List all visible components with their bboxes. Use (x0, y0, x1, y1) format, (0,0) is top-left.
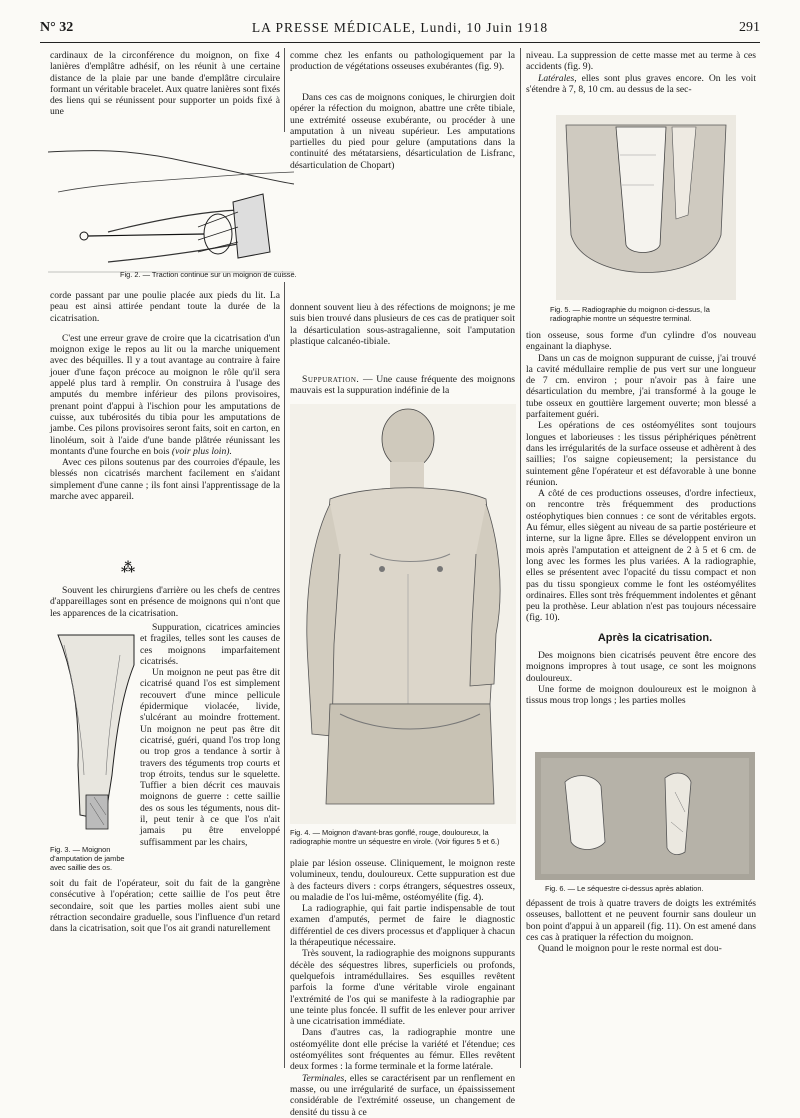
paragraph: Un moignon ne peut pas être dit cicatrisé quand l'os est simplement recouvert d'une mince pellicule épidermique violacée, livide, s'ulcérant au moindre frottement. Un moignon ne peut pas être dit cicatrisé, guéri, quand l'os trop long ou trop gros a tendance à sortir à travers des téguments trop courts et trop étroits, tendus sur le squelette. Tuffier a bien décrit ces mauvais moignons de guerre : cette saillie des os sous les téguments, nous dit-il, peut tenir à ce que l'os n'ait jamais pu être enveloppé suffisamment par les chairs, (140, 667, 280, 848)
figure-4-caption: Fig. 4. — Moignon d'avant-bras gonflé, rouge, douloureux, la radiographie montre un séquestre en virole. (Voir figures 5 et 6.) (290, 828, 500, 846)
figure-3 (50, 625, 136, 840)
paragraph: Très souvent, la radiographie des moignons suppurants décèle des séquestres libres, superficiels ou profonds, quelquefois intramédullaires. Ses esquilles revêtent parfois la forme d'une véritable virole engainant l'extrémité de l'os qui se manifeste à la radiographie par une teinte plus foncée. Il suffit de les enlever pour arriver à une cicatrisation immédiate. (290, 948, 515, 1028)
figure-5 (556, 115, 736, 300)
paragraph: A côté de ces productions osseuses, d'ordre infectieux, on rencontre très fréquemment des productions ostéophytiques bien connues : ce sont de véritables ergots. Au fémur, elles siègent au niveau de sa partie postérieure et interne, sur la ligne âpre. Elles se développent environ un mois après l'amputation et atteignent de 2 à 5 et 6 cm. de long avec les formes les plus variées. A la radiographie, elles se présentent avec l'opacité du tissu compact et non pas du tissu spongieux comme le font les ostéomyélites ordinaires. Elles sont très fréquemment indolentes et gênant peu la prothèse. Leur ablation n'est pas toujours nécessaire (fig. 10). (526, 488, 756, 624)
paragraph (290, 374, 515, 397)
paragraph: cardinaux de la circonférence du moignon, on fixe 4 lanières d'emplâtre adhésif, on les réunit à une certaine distance de la plaie par une bande d'emplâtre circulaire formant un véritable bracelet. Aux quatre lanières sont fixés des liens qui se réunissent pour supporter un poids fixé à une (50, 50, 280, 118)
issue-number: N° 32 (40, 20, 74, 35)
journal-title (40, 20, 760, 36)
header-rule (40, 42, 760, 43)
paragraph: La radiographie, qui fait partie indispensable de tout examen d'amputés, permet de faire le diagnostic différentiel de ces divers processus et d'appliquer à chacun la thérapeutique nécessaire. (290, 903, 515, 949)
col1-bottom-text (50, 878, 280, 1068)
paragraph: Dans un cas de moignon suppurant de cuisse, j'ai trouvé la cavité médullaire remplie de pus vert sur une longueur de 7 cm. environ ; pour n'avoir pas à faire une désarticulation du membre, j'ai transformé à la gouge le tube osseux en gouttière largement ouverte; mon blessé a parfaitement guéri. (526, 352, 756, 421)
paragraph (526, 73, 756, 96)
col1-top-paragraph (50, 50, 280, 130)
col2-top-text (290, 50, 515, 92)
paragraph: donnent souvent lieu à des réfections de moignons; je me suis bien trouvé dans plusieurs de ces cas de pratiquer soit la désarticulation sous-astragalienne, soit l'amputation plastique calcanéo-tibiale. (290, 302, 515, 347)
figure-4 (290, 404, 516, 824)
col3-apres-text (526, 650, 756, 748)
paragraph (290, 1073, 515, 1118)
paragraph: Dans ces cas de moignons coniques, le chirurgien doit opérer la réfection du moignon, abattre une crête tibiale, une extrémité osseuse exubérante, ou procéder à une amputation à un niveau supérieur. Les amputations partielles du pied pour gelure (amputations dans la continuité des métatarsiens, désarticulation de Lisfranc, désarticulation de Chopart) (290, 92, 515, 171)
paragraph: Suppuration, cicatrices amincies et fragiles, telles sont les causes de ces moignons imparfaitement cicatrisés. (140, 622, 280, 667)
paragraph: Quand le moignon pour le reste normal est dou- (538, 943, 722, 955)
col1-wrap-text (140, 622, 280, 874)
paragraph: plaie par lésion osseuse. Cliniquement, le moignon reste volumineux, tendu, douloureux. Cette suppuration est due à des facteurs divers : corps étrangers, séquestres osseux, ou maladie de l'os lui-même, ostéomyélite (fig. 4). (290, 858, 515, 903)
paragraph (50, 333, 280, 457)
col3-bottom-text (526, 898, 756, 1072)
figure-2 (48, 132, 294, 282)
paragraph: tion osseuse, sous forme d'un cylindre d'os nouveau engainant la diaphyse. (526, 330, 756, 353)
paragraph: dépassent de trois à quatre travers de doigts les extrémités osseuses, ballottent et ne peuvent fournir sans douleur un bon point d'appui à un appareil (fig. 11). On est amené dans ces cas à pratiquer la réfection du moignon. (526, 898, 756, 943)
figure-6-caption: Fig. 6. — Le séquestre ci-dessus après ablation. (545, 884, 704, 893)
paragraph-reference: (voir plus loin). (171, 445, 232, 457)
paragraph: Une forme de moignon douloureux est le moignon à tissus mous trop longs ; les parties molles (526, 683, 756, 707)
paragraph: niveau. La suppression de cette masse met au terme à ces accidents (fig. 9). (526, 50, 756, 73)
paragraph-text: C'est une erreur grave de croire que la cicatrisation d'un moignon exige le repos au lit ou la marche uniquement avec des béquilles. Il y a tout avantage au contraire à faire jouer d'une façon précoce au moignon le rôle qu'il sera appelé plus tard à remplir. On construira à l'usage des amputés du membre inférieur des pilons provisoires, prenant point d'appui à l'ischion pour les amputations de cuisse, aux tubérosités du tibia pour les amputations de jambe. Ces pilons provisoires seront faits, soit en carton, en linoléum, soit à l'aide d'une bande plâtrée réunissant les montants d'une fourche en bois (50, 332, 280, 457)
paragraph: Avec ces pilons soutenus par des courroies d'épaule, les blessés non cicatrisés marchent facilement en s'aidant simplement d'une canne ; ils font ainsi l'apprentissage de la marche avec appareil. (50, 457, 280, 503)
column-rule (520, 48, 521, 1068)
paragraph: Souvent les chirurgiens d'arrière ou les chefs de centres d'appareillages sont en présence de moignons qui n'ont que les apparences de la cicatrisation. (50, 585, 280, 619)
col2-cont-text (290, 302, 515, 370)
paragraph: soit du fait de l'opérateur, soit du fait de la gangrène consécutive à l'opération; cette saillie de l'os peut être secondaire, soit que les parties molles aient subi une rétraction secondaire graduelle, sous l'influence d'un retard dans la cicatrisation, soit que l'os ait grandi naturellement (50, 878, 280, 935)
col2-coniques-text (290, 92, 515, 171)
sequestrum-photograph (535, 752, 755, 880)
paragraph: Dans d'autres cas, la radiographie montre une ostéomyélite dont elle précise la variété et l'étendue; ces ostéomyélites sont fréquentes au fémur. Elles revêtent deux formes : la forme terminale et la forme latérale. (290, 1027, 515, 1073)
section-separator: ⁂ (120, 561, 136, 576)
figure-2-caption: Fig. 2. — Traction continue sur un moignon de cuisse. (120, 270, 297, 279)
terminales-heading: Terminales, (302, 1072, 347, 1084)
figure-5-caption: Fig. 5. — Radiographie du moignon ci-dessus, la radiographie montre un séquestre terminal. (550, 305, 710, 323)
paragraph: corde passant par une poulie placée aux pieds du lit. La peau est ainsi attirée pendant toute la durée de la cicatrisation. (50, 290, 280, 324)
leg-stump-illustration (50, 625, 136, 840)
paragraph: Les opérations de ces ostéomyélites sont toujours longues et laborieuses : les tissus périphériques pénètrent dans les irrégularités de la surface osseuse et adhèrent à des saillies; l'os saigne copieusement; la persistance du suintement gêne l'opérateur et est défavorable à une bonne réunion. (526, 420, 756, 488)
col1-main-text (50, 290, 280, 562)
col2-bottom-text (290, 858, 515, 1118)
paragraph: comme chez les enfants ou pathologiquement par la production de végétations osseuses exubérantes (fig. 9). (290, 50, 515, 73)
journal-name: LA PRESSE MÉDICALE (251, 20, 412, 35)
laterales-heading: Latérales, (538, 72, 577, 84)
paragraph-text: elles se caractérisent par un renflement en masse, ou une irrégularité de surface, un épaississement considérable de l'extrémité osseuse, un changement de densité du tissu à ce (290, 1072, 515, 1118)
traction-illustration (48, 132, 294, 282)
suppuration-heading: Suppuration. (302, 374, 360, 385)
torso-photograph (290, 404, 516, 824)
col1-chefs-text (50, 585, 280, 621)
paragraph-text: — Une cause fréquente des moignons mauvais est la suppuration indéfinie de la (290, 374, 515, 397)
page-number: 291 (739, 20, 760, 35)
figure-6 (535, 752, 755, 880)
figure-3-caption: Fig. 3. — Moignon d'amputation de jambe avec saillie des os. (50, 845, 125, 872)
col3-top-text (526, 50, 756, 108)
paragraph: Des moignons bien cicatrisés peuvent être encore des moignons impropres à tout usage, ce sont les moignons douloureux. (526, 650, 756, 684)
radiograph-image (556, 115, 736, 300)
col2-suppuration-text (290, 374, 515, 400)
section-title: Après la cicatrisation. (597, 632, 713, 644)
paragraph-text: elles sont plus graves encore. On les voit s'étendre à 7, 8, 10 cm. au dessus de la sec- (526, 72, 756, 95)
col3-main-text (526, 330, 756, 628)
page-header (40, 20, 760, 40)
issue-date: , Lundi, 10 Juin 1918 (411, 20, 549, 35)
